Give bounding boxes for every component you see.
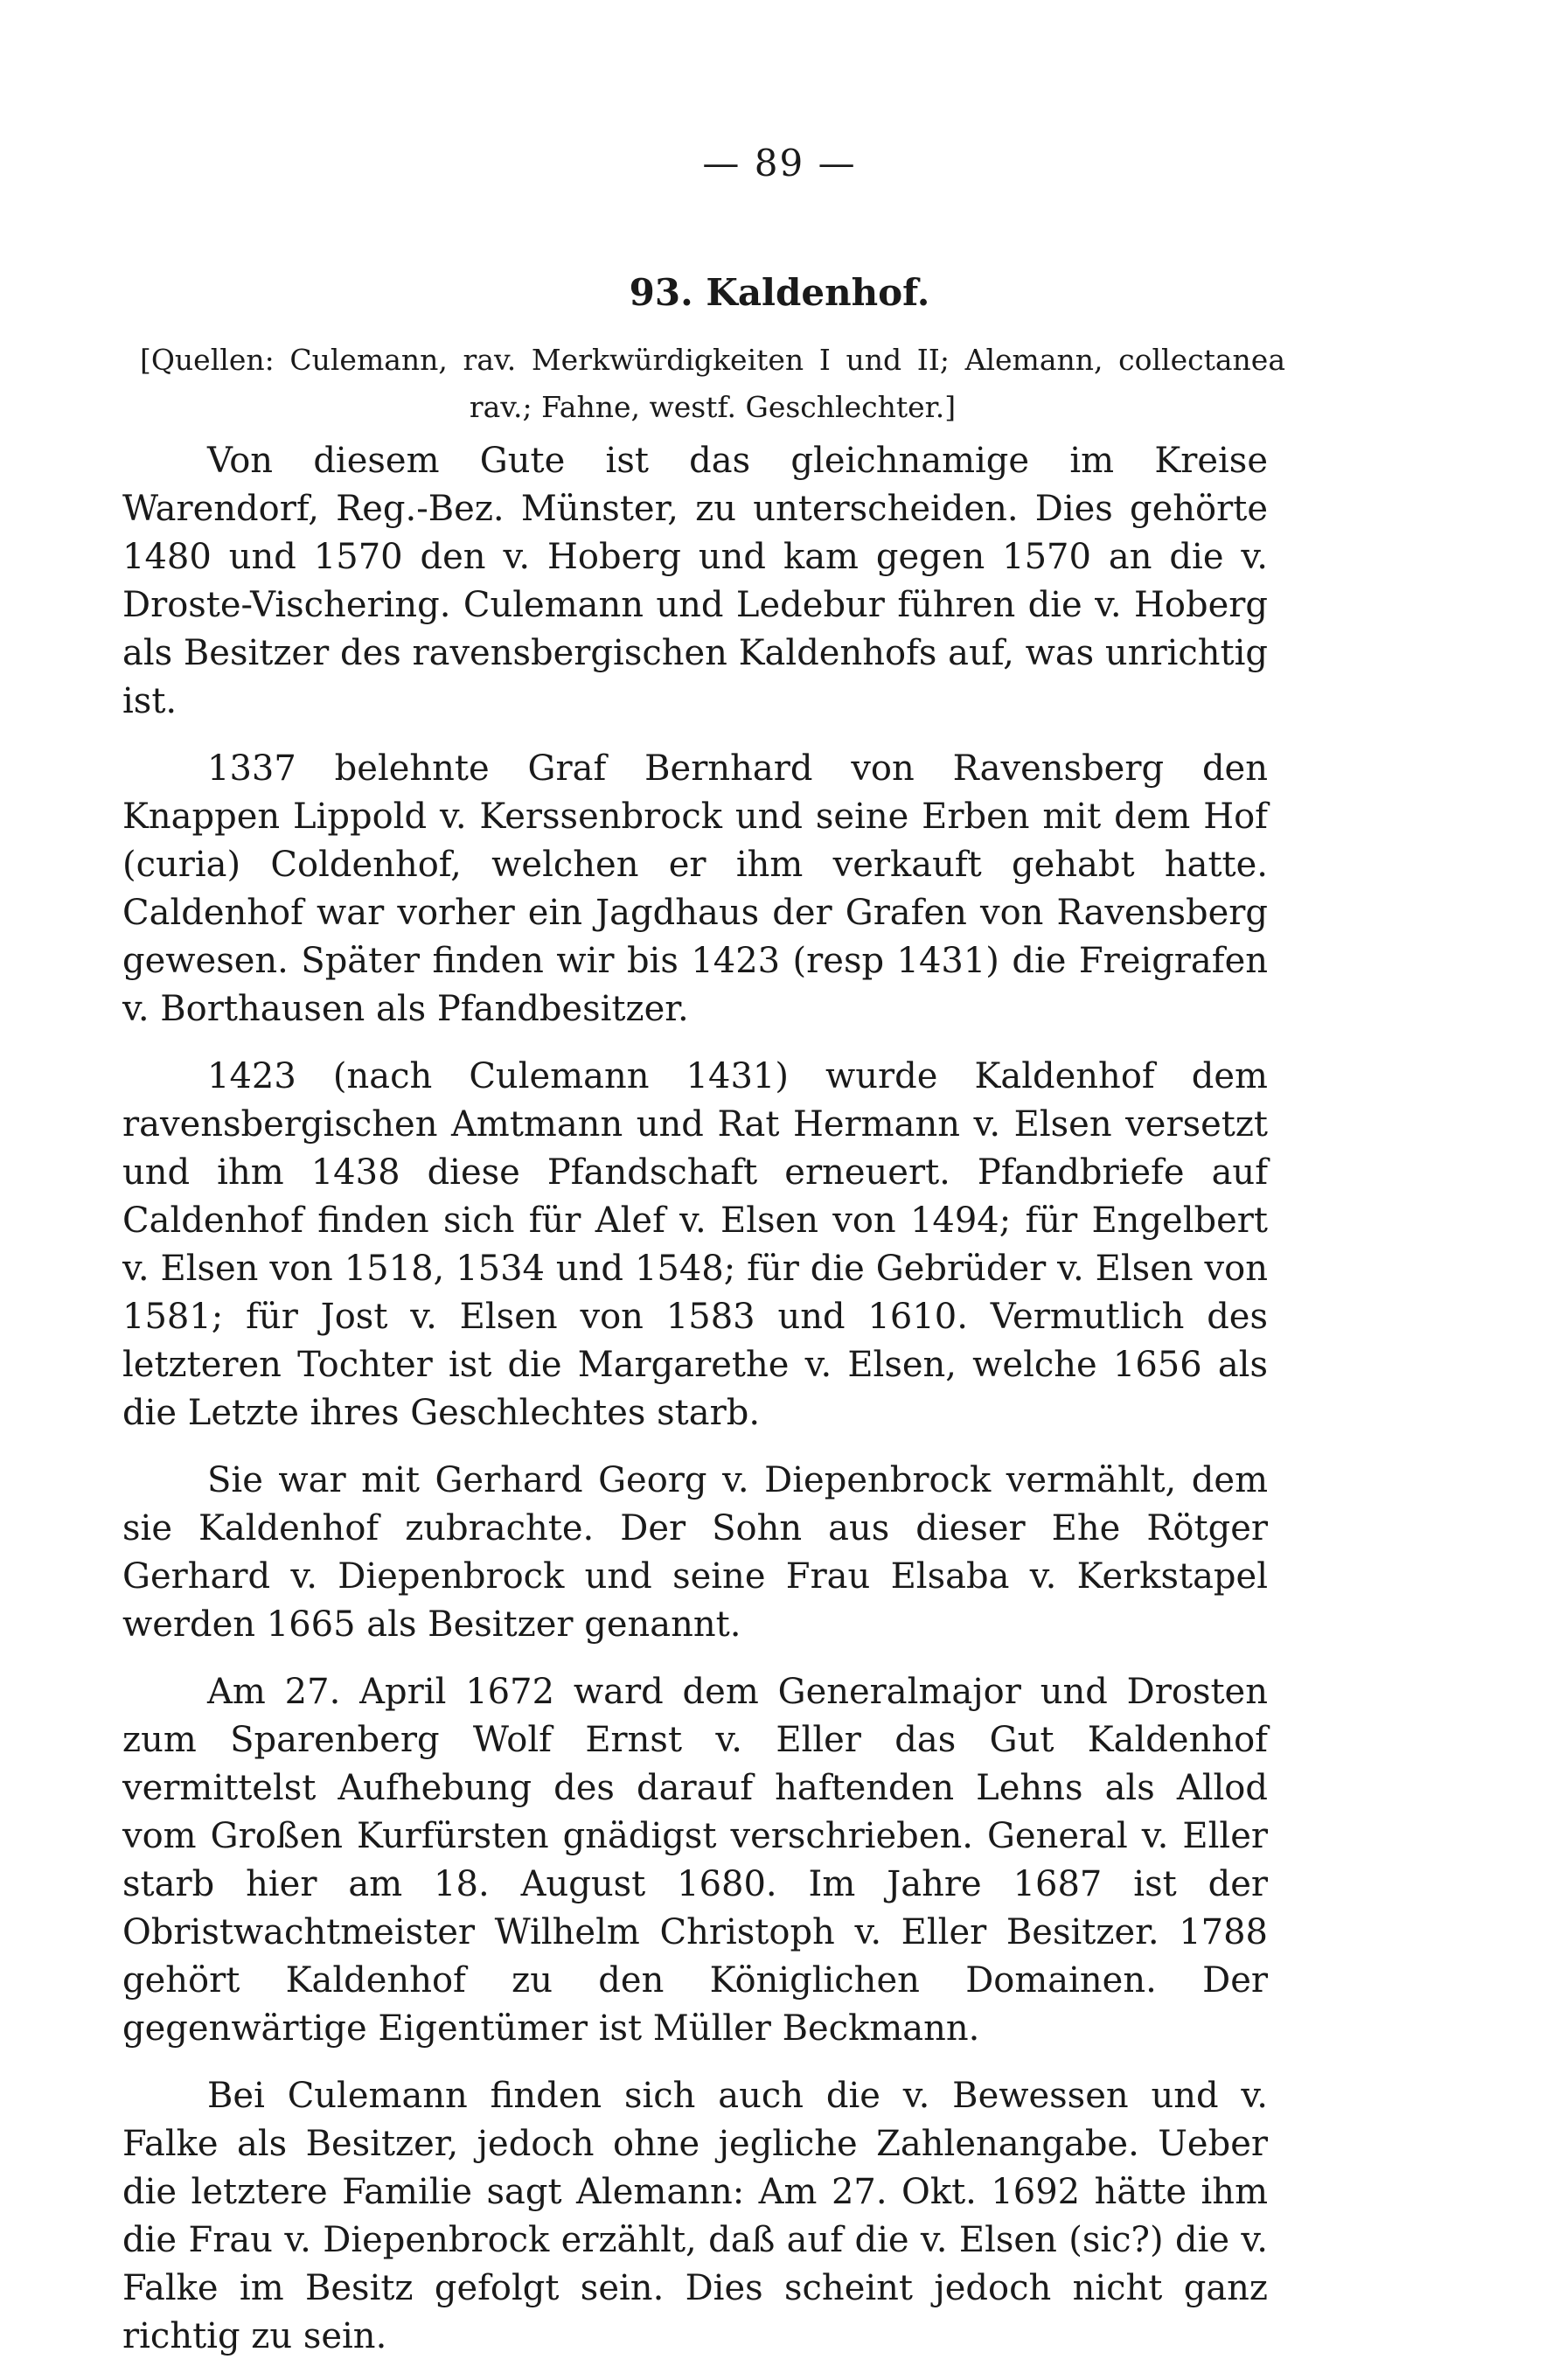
- paragraph: 1337 belehnte Graf Bernhard von Ravensberg den Knappen Lippold v. Kerssenbrock und seine Erben mit dem Hof (curia) Coldenhof, welchen er ihm verkauft gehabt hatte. Caldenhof war vorher ein Jagdhaus der Grafen von Ravensberg gewesen. Später finden wir bis 1423 (resp 1431) die Freigrafen v. Borthausen als Pfandbesitzer.: [122, 748, 1268, 1029]
- body-text: [122, 437, 1268, 2380]
- paragraph: Von diesem Gute ist das gleichnamige im Kreise Warendorf, Reg.-Bez. Münster, zu unterscheiden. Dies gehörte 1480 und 1570 den v. Hoberg und kam gegen 1570 an die v. Droste-Vischering. Culemann und Ledebur führen die v. Hoberg als Besitzer des ravensbergischen Kaldenhofs auf, was unrichtig ist.: [122, 441, 1268, 721]
- paragraph: 1423 (nach Culemann 1431) wurde Kaldenhof dem ravensbergischen Amtmann und Rat Hermann v. Elsen versetzt und ihm 1438 diese Pfandschaft erneuert. Pfandbriefe auf Caldenhof finden sich für Alef v. Elsen von 1494; für Engelbert v. Elsen von 1518, 1534 und 1548; für die Gebrüder v. Elsen von 1581; für Jost v. Elsen von 1583 und 1610. Vermutlich des letzteren Tochter ist die Margarethe v. Elsen, welche 1656 als die Letzte ihres Geschlechtes starb.: [122, 1056, 1268, 1433]
- paragraph: Bei Culemann finden sich auch die v. Bewessen und v. Falke als Besitzer, jedoch ohne jegliche Zahlenangabe. Ueber die letztere Familie sagt Alemann: Am 27. Okt. 1692 hätte ihm die Frau v. Diepenbrock erzählt, daß auf die v. Elsen (sic?) die v. Falke im Besitz gefolgt sein. Dies scheint jedoch nicht ganz richtig zu sein.: [122, 2076, 1268, 2356]
- sources-note: [Quellen: Culemann, rav. Merkwürdigkeiten I und II; Alemann, collectanea rav.; Fahne, westf. Geschlechter.]: [140, 343, 1285, 424]
- paragraph: Am 27. April 1672 ward dem Generalmajor und Drosten zum Sparenberg Wolf Ernst v. Eller das Gut Kaldenhof vermittelst Aufhebung des darauf haftenden Lehns als Allod vom Großen Kurfürsten gnädigst verschrieben. General v. Eller starb hier am 18. August 1680. Im Jahre 1687 ist der Obristwachtmeister Wilhelm Christoph v. Eller Besitzer. 1788 gehört Kaldenhof zu den Königlichen Domainen. Der gegenwärtige Eigentümer ist Müller Beckmann.: [122, 1672, 1268, 2049]
- page-number: — 89 —: [702, 142, 857, 184]
- section-title: 93. Kaldenhof.: [629, 271, 930, 314]
- paragraph: Sie war mit Gerhard Georg v. Diepenbrock vermählt, dem sie Kaldenhof zubrachte. Der Sohn aus dieser Ehe Rötger Gerhard v. Diepenbrock und seine Frau Elsaba v. Kerkstapel werden 1665 als Besitzer genannt.: [122, 1460, 1268, 1645]
